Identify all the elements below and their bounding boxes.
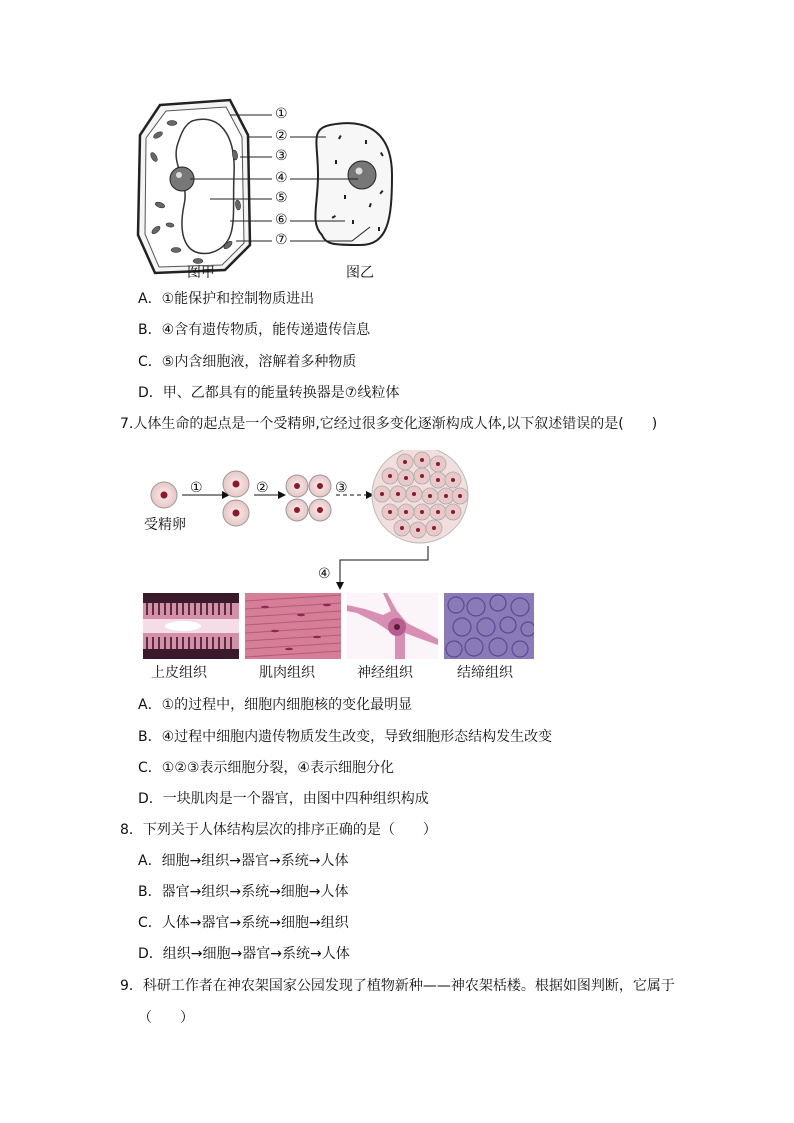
q6-option-c: C．⑤内含细胞液，溶解着多种物质 bbox=[138, 354, 357, 370]
marker-4: ④ bbox=[275, 170, 288, 186]
q7-option-a: A．①的过程中，细胞内细胞核的变化最明显 bbox=[138, 697, 413, 713]
zygote-label: 受精卵 bbox=[144, 517, 186, 533]
q6-option-b: B．④含有遗传物质，能传递遗传信息 bbox=[138, 322, 371, 338]
muscle-tissue-image bbox=[245, 593, 341, 659]
cell-division-figure bbox=[140, 450, 480, 590]
cell-structure-figure bbox=[130, 95, 400, 285]
marker-5: ⑤ bbox=[275, 190, 288, 206]
q6-option-d: D．甲、乙都具有的能量转换器是⑦线粒体 bbox=[138, 385, 400, 401]
q8-option-b: B．器官→组织→系统→细胞→人体 bbox=[138, 884, 349, 900]
marker-7: ⑦ bbox=[275, 232, 288, 248]
q6-option-a: A．①能保护和控制物质进出 bbox=[138, 291, 315, 307]
tissue-label-connective: 结缔组织 bbox=[457, 665, 513, 681]
marker-6: ⑥ bbox=[275, 212, 288, 228]
caption-animal-cell: 图乙 bbox=[346, 265, 374, 281]
tissue-label-muscle: 肌肉组织 bbox=[259, 665, 315, 681]
q8-option-a: A．细胞→组织→器官→系统→人体 bbox=[138, 853, 349, 869]
marker-1: ① bbox=[275, 106, 288, 122]
q9-stem: 9．科研工作者在神农架国家公园发现了植物新种——神农架栝楼。根据如图判断，它属于 bbox=[120, 978, 675, 994]
step-4-label: ④ bbox=[318, 566, 331, 582]
step-3-label: ③ bbox=[335, 480, 348, 496]
epithelial-tissue-image bbox=[143, 593, 239, 659]
q7-stem: 7.人体生命的起点是一个受精卵,它经过很多变化逐渐构成人体,以下叙述错误的是( ) bbox=[120, 416, 658, 432]
q7-option-c: C．①②③表示细胞分裂，④表示细胞分化 bbox=[138, 760, 394, 776]
tissue-label-nerve: 神经组织 bbox=[357, 665, 413, 681]
step-2-label: ② bbox=[256, 480, 269, 496]
nerve-tissue-image bbox=[347, 593, 438, 659]
q8-option-c: C．人体→器官→系统→细胞→组织 bbox=[138, 915, 349, 931]
q7-option-b: B．④过程中细胞内遗传物质发生改变，导致细胞形态结构发生改变 bbox=[138, 729, 553, 745]
marker-2: ② bbox=[275, 128, 288, 144]
q7-option-d: D．一块肌肉是一个器官，由图中四种组织构成 bbox=[138, 791, 429, 807]
connective-tissue-image bbox=[444, 593, 534, 659]
q8-option-d: D．组织→细胞→器官→系统→人体 bbox=[138, 946, 350, 962]
animal-nucleus bbox=[348, 161, 376, 189]
q8-stem: 8．下列关于人体结构层次的排序正确的是（ ） bbox=[120, 822, 437, 838]
tissue-label-epithelial: 上皮组织 bbox=[151, 665, 207, 681]
caption-plant-cell: 图甲 bbox=[187, 265, 215, 281]
q9-stem-continued: （ ） bbox=[138, 1010, 194, 1026]
marker-3: ③ bbox=[275, 148, 288, 164]
step-1-label: ① bbox=[190, 480, 203, 496]
